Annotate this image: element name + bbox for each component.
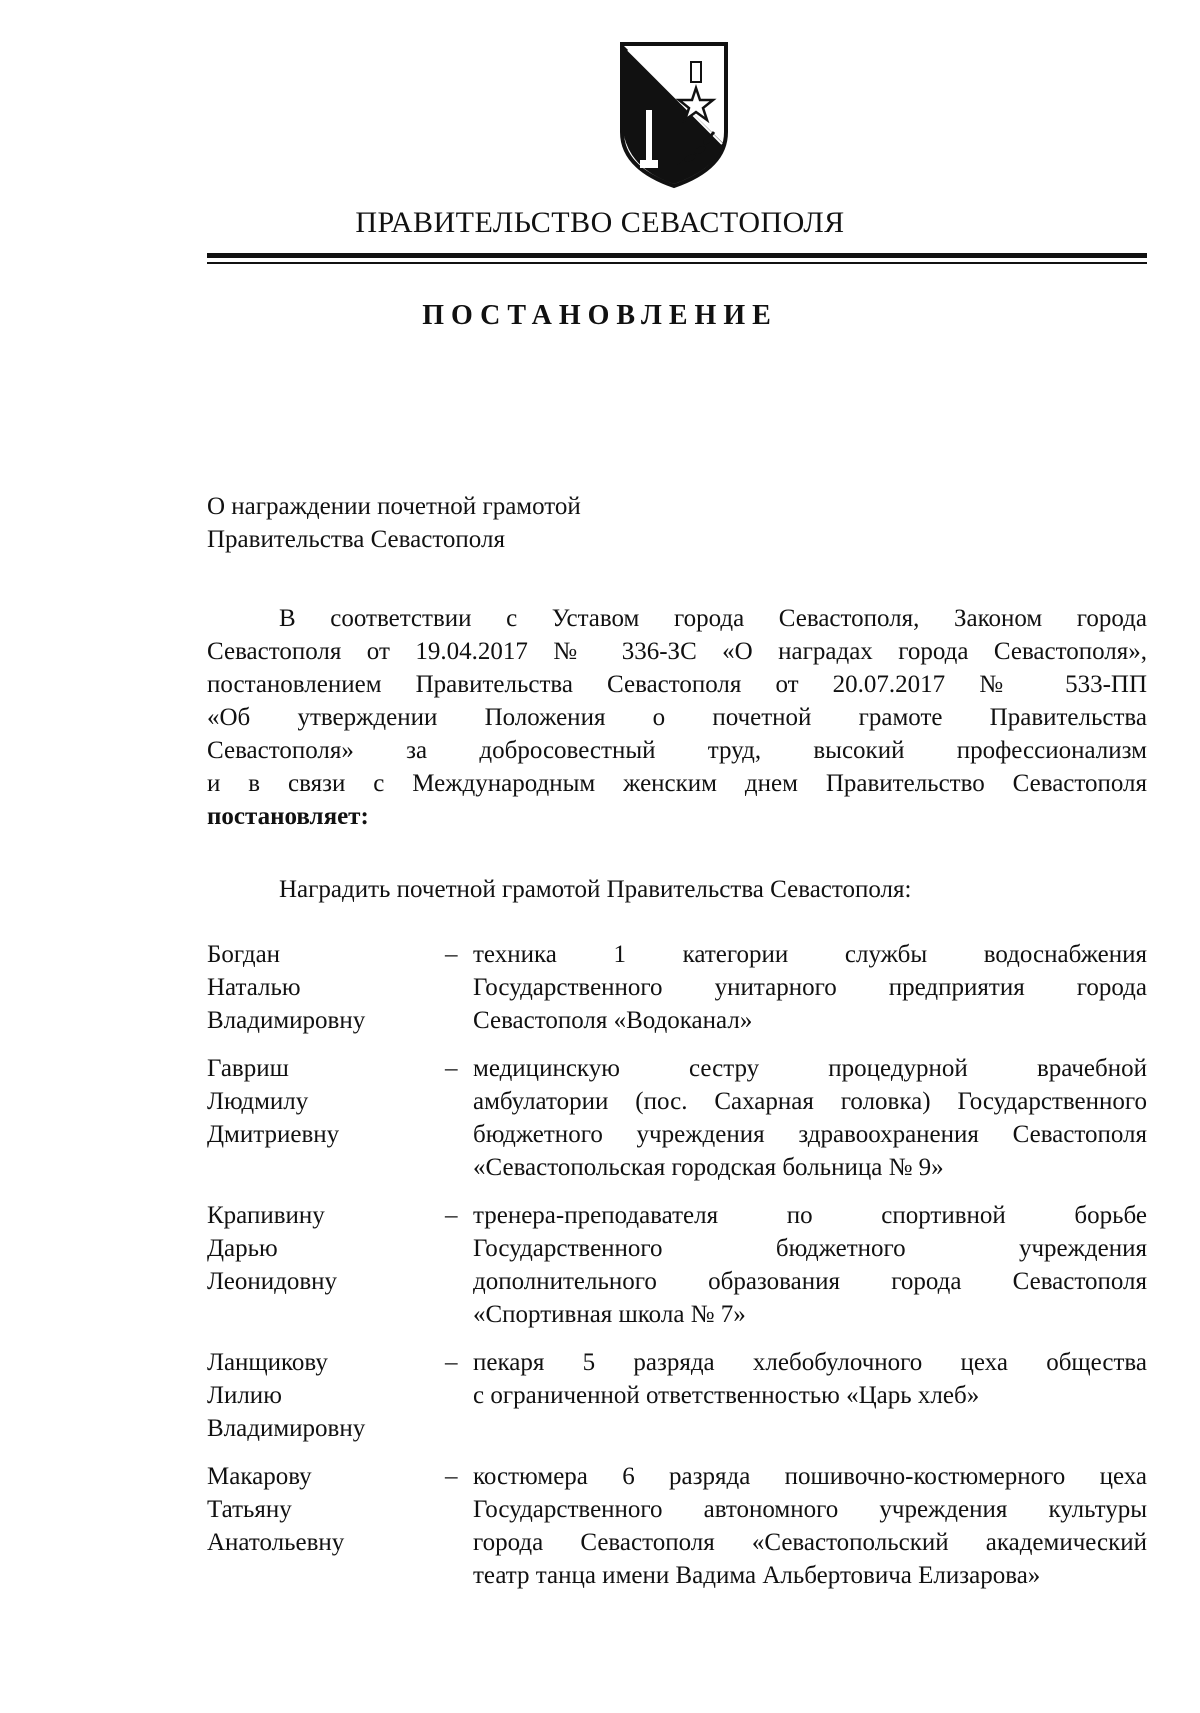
awardee-name: [207, 1199, 445, 1331]
preamble-line: постановлением Правительства Севастополя от 20.07.2017 № 533-ПП: [207, 671, 1147, 698]
awardee-entry: [207, 1199, 1147, 1331]
name-part: Дмитриевну: [207, 1121, 340, 1148]
preamble-line: «Об утверждении Положения о почетной грамоте Правительства: [207, 704, 1147, 731]
description-line: амбулатории (пос. Сахарная головка) Государственного: [473, 1088, 1147, 1115]
description-line: бюджетного учреждения здравоохранения Севастополя: [473, 1121, 1147, 1148]
awardee-name: [207, 938, 445, 1037]
subject-line: О награждении почетной грамотой: [207, 493, 581, 520]
description-line: техника 1 категории службы водоснабжения: [473, 941, 1147, 968]
awardee-entry: [207, 1052, 1147, 1184]
name-part: Гавриш: [207, 1055, 289, 1082]
awardee-name: [207, 1460, 445, 1592]
award-intro: Наградить почетной грамотой Правительства Севастополя:: [279, 876, 912, 903]
name-part: Крапивину: [207, 1202, 325, 1229]
organization-title: ПРАВИТЕЛЬСТВО СЕВАСТОПОЛЯ: [355, 206, 845, 239]
name-part: Татьяну: [207, 1496, 292, 1523]
name-part: Богдан: [207, 941, 281, 968]
preamble-line: В соответствии с Уставом города Севастополя, Законом города: [279, 605, 1147, 632]
description-line: театр танца имени Вадима Альбертовича Елизарова»: [473, 1562, 1041, 1589]
awardee-description: [473, 1460, 1147, 1592]
dash: –: [445, 1055, 458, 1082]
description-line: «Спортивная школа № 7»: [473, 1301, 746, 1328]
description-line: «Севастопольская городская больница № 9»: [473, 1154, 944, 1181]
description-line: медицинскую сестру процедурной врачебной: [473, 1055, 1147, 1082]
name-part: Владимировну: [207, 1415, 366, 1442]
description-line: с ограниченной ответственностью «Царь хлеб»: [473, 1382, 980, 1409]
resolves-word: постановляет:: [207, 803, 369, 830]
coat-of-arms-emblem: [618, 40, 730, 190]
preamble-paragraph: [207, 602, 1147, 800]
dash: –: [445, 1463, 458, 1490]
description-line: тренера-преподавателя по спортивной борьбе: [473, 1202, 1147, 1229]
description-line: города Севастополя «Севастопольский академический: [473, 1529, 1147, 1556]
awardee-description: [473, 1346, 1147, 1445]
description-line: Государственного унитарного предприятия города: [473, 974, 1147, 1001]
name-part: Наталью: [207, 974, 301, 1001]
awardee-name: [207, 1052, 445, 1184]
awardee-list: [207, 938, 1147, 1607]
description-line: Севастополя «Водоканал»: [473, 1007, 753, 1034]
subject-line: Правительства Севастополя: [207, 526, 505, 553]
name-part: Лилию: [207, 1382, 282, 1409]
name-part: Леонидовну: [207, 1268, 338, 1295]
awardee-description: [473, 938, 1147, 1037]
description-line: пекаря 5 разряда хлебобулочного цеха общества: [473, 1349, 1147, 1376]
document-type-heading: ПОСТАНОВЛЕНИЕ: [422, 300, 778, 331]
name-part: Анатольевну: [207, 1529, 345, 1556]
awardee-entry: [207, 1460, 1147, 1592]
awardee-description: [473, 1199, 1147, 1331]
dash: –: [445, 1349, 458, 1376]
awardee-entry: [207, 938, 1147, 1037]
description-line: Государственного бюджетного учреждения: [473, 1235, 1147, 1262]
name-part: Макарову: [207, 1463, 312, 1490]
preamble-line: Севастополя» за добросовестный труд, высокий профессионализм: [207, 737, 1147, 764]
dash: –: [445, 941, 458, 968]
header-divider-thin: [207, 262, 1147, 264]
name-part: Дарью: [207, 1235, 278, 1262]
description-line: костюмера 6 разряда пошивочно-костюмерного цеха: [473, 1463, 1147, 1490]
preamble-line: и в связи с Международным женским днем Правительство Севастополя: [207, 770, 1147, 797]
name-part: Людмилу: [207, 1088, 309, 1115]
preamble-line: Севастополя от 19.04.2017 № 336-ЗС «О наградах города Севастополя»,: [207, 638, 1147, 665]
name-part: Владимировну: [207, 1007, 366, 1034]
awardee-entry: [207, 1346, 1147, 1445]
header-divider-thick: [207, 253, 1147, 258]
dash: –: [445, 1202, 458, 1229]
awardee-name: [207, 1346, 445, 1445]
awardee-description: [473, 1052, 1147, 1184]
document-subject: [207, 490, 581, 556]
description-line: дополнительного образования города Севастополя: [473, 1268, 1147, 1295]
name-part: Ланщикову: [207, 1349, 328, 1376]
description-line: Государственного автономного учреждения культуры: [473, 1496, 1147, 1523]
